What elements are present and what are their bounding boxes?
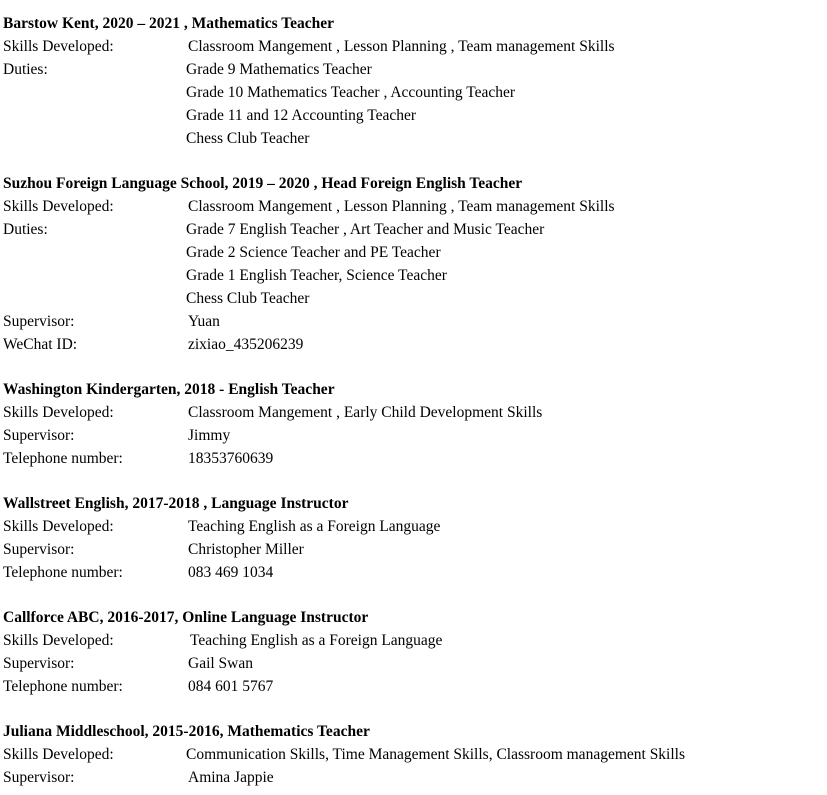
duties-row [3,264,823,287]
phone-value: 18353760639 [188,450,274,467]
supervisor-row [3,652,823,675]
skills-value: Classroom Mangement , Early Child Development Skills [188,404,543,421]
duty-item: Chess Club Teacher [186,290,310,307]
job-entry-washington-kindergarten [3,378,823,470]
skills-value: Classroom Mangement , Lesson Planning , Team management Skills [188,198,615,215]
job-entry-callforce-abc [3,606,823,698]
skills-label: Skills Developed: [3,632,114,649]
duties-row [3,127,823,150]
duty-item: Chess Club Teacher [186,130,310,147]
skills-value: Teaching English as a Foreign Language [190,632,443,649]
skills-value: Communication Skills, Time Management Skills, Classroom management Skills [186,746,686,763]
skills-row [3,195,823,218]
phone-row [3,561,823,584]
supervisor-value: Christopher Miller [188,541,304,558]
phone-value: 083 469 1034 [188,564,274,581]
job-heading: Wallstreet English, 2017-2018 , Language Instructor [3,495,349,512]
job-heading: Washington Kindergarten, 2018 - English Teacher [3,381,335,398]
wechat-row [3,333,823,356]
supervisor-label: Supervisor: [3,655,75,672]
skills-row [3,35,823,58]
phone-row [3,447,823,470]
skills-row [3,743,823,766]
phone-value: 084 601 5767 [188,678,274,695]
job-heading: Suzhou Foreign Language School, 2019 – 2020 , Head Foreign English Teacher [3,175,523,192]
duties-row [3,81,823,104]
job-heading: Juliana Middleschool, 2015-2016, Mathematics Teacher [3,723,370,740]
job-entry-barstow-kent [3,12,823,150]
supervisor-value: Yuan [188,313,220,330]
skills-value: Classroom Mangement , Lesson Planning , Team management Skills [188,38,615,55]
job-heading: Barstow Kent, 2020 – 2021 , Mathematics Teacher [3,15,335,32]
supervisor-label: Supervisor: [3,313,75,330]
job-heading: Callforce ABC, 2016-2017, Online Language Instructor [3,609,369,626]
skills-row [3,401,823,424]
duties-label: Duties: [3,221,48,238]
job-entry-suzhou-foreign-language-school [3,172,823,356]
phone-row [3,675,823,698]
duty-item: Grade 11 and 12 Accounting Teacher [186,107,417,124]
wechat-value: zixiao_435206239 [188,336,304,353]
supervisor-row [3,424,823,447]
duty-item: Grade 9 Mathematics Teacher [186,61,372,78]
supervisor-row [3,538,823,561]
duties-row [3,58,823,81]
skills-value: Teaching English as a Foreign Language [188,518,441,535]
duty-item: Grade 10 Mathematics Teacher , Accounting Teacher [186,84,516,101]
supervisor-label: Supervisor: [3,427,75,444]
skills-label: Skills Developed: [3,404,114,421]
supervisor-row [3,310,823,333]
supervisor-value: Gail Swan [188,655,254,672]
skills-label: Skills Developed: [3,198,114,215]
duties-row [3,104,823,127]
skills-label: Skills Developed: [3,38,114,55]
duty-item: Grade 1 English Teacher, Science Teacher [186,267,447,284]
phone-label: Telephone number: [3,450,123,467]
supervisor-value: Jimmy [188,427,231,444]
supervisor-row [3,766,823,789]
resume-experience-section [3,12,823,789]
supervisor-label: Supervisor: [3,769,75,786]
wechat-label: WeChat ID: [3,336,78,353]
skills-label: Skills Developed: [3,746,114,763]
supervisor-value: Amina Jappie [188,769,274,786]
skills-label: Skills Developed: [3,518,114,535]
duties-row [3,218,823,241]
job-entry-juliana-middleschool [3,720,823,789]
supervisor-label: Supervisor: [3,541,75,558]
duty-item: Grade 2 Science Teacher and PE Teacher [186,244,441,261]
skills-row [3,515,823,538]
duty-item: Grade 7 English Teacher , Art Teacher and Music Teacher [186,221,545,238]
phone-label: Telephone number: [3,678,123,695]
phone-label: Telephone number: [3,564,123,581]
duties-row [3,241,823,264]
skills-row [3,629,823,652]
duties-row [3,287,823,310]
job-entry-wallstreet-english [3,492,823,584]
duties-label: Duties: [3,61,48,78]
